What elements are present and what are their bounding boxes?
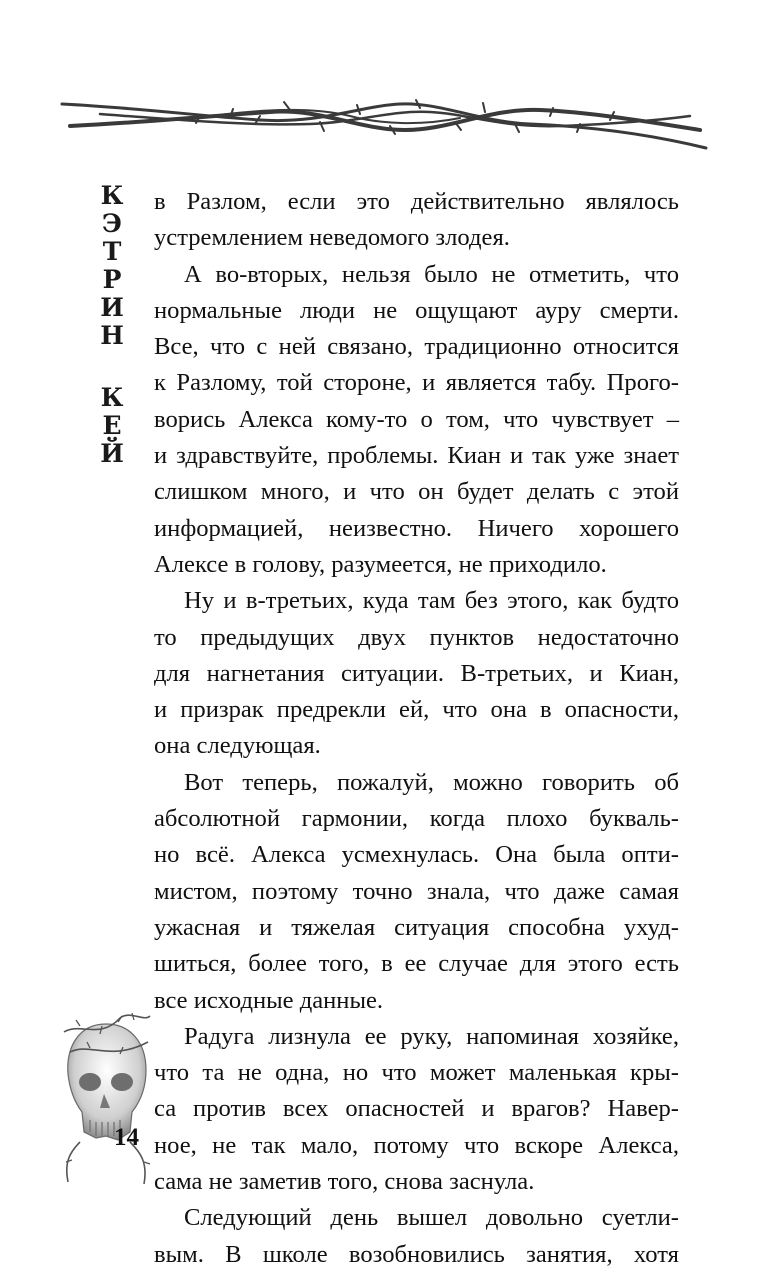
text-line: ужасная и тяжелая ситуация способна ухуд-: [154, 913, 679, 941]
author-letter: Э: [102, 209, 122, 238]
author-letter: Р: [102, 265, 122, 294]
text-line: к Разлому, той стороне, и является табу. Прого-: [154, 369, 679, 397]
skull-icon: [60, 1012, 152, 1190]
text-line: что та не одна, но что может маленькая кры-: [154, 1059, 679, 1087]
author-letter: К: [100, 181, 124, 210]
text-line: ное, не так мало, потому что вскоре Алекса,: [154, 1131, 679, 1159]
text-line: то предыдущих двух пунктов недостаточно: [154, 623, 679, 651]
text-line: и призрак предрекли ей, что она в опасности,: [154, 696, 679, 724]
text-line: Следующий день вышел довольно суетли-: [184, 1204, 679, 1232]
text-line: но всё. Алекса усмехнулась. Она была опти-: [154, 841, 679, 869]
text-line: для нагнетания ситуации. В-третьих, и Киан,: [154, 659, 679, 687]
text-line: устремлением неведомого злодея.: [154, 224, 510, 252]
author-letter: И: [100, 293, 124, 322]
text-line: она следующая.: [154, 732, 321, 760]
page-number: 14: [114, 1124, 139, 1151]
text-line: Ну и в-третьих, куда там без этого, как будто: [184, 587, 679, 615]
text-line: Все, что с ней связано, традиционно относится: [154, 333, 679, 361]
text-line: Радуга лизнула ее руку, напоминая хозяйке,: [184, 1022, 679, 1050]
running-header-author: [92, 182, 132, 468]
paragraph: [154, 257, 679, 584]
text-line: вым. В школе возобновились занятия, хотя: [154, 1240, 679, 1268]
text-line: ворись Алекса кому-то о том, что чувствует –: [154, 405, 679, 433]
author-letter: К: [100, 383, 124, 412]
paragraph: [154, 1019, 679, 1200]
author-letter: Н: [100, 321, 124, 350]
text-line: и здравствуйте, проблемы. Киан и так уже знает: [154, 442, 679, 470]
text-line: все исходные данные.: [154, 986, 384, 1014]
text-line: абсолютной гармонии, когда плохо букваль-: [154, 805, 679, 833]
paragraph: [154, 184, 679, 257]
text-line: шиться, более того, в ее случае для этого есть: [154, 950, 679, 978]
text-line: Вот теперь, пожалуй, можно говорить об: [184, 768, 679, 796]
text-line: мистом, поэтому точно знала, что даже самая: [154, 877, 679, 905]
text-line: слишком много, и что он будет делать с этой: [154, 478, 679, 506]
author-first-name: [92, 182, 132, 350]
text-line: са против всех опасностей и врагов? Навер-: [154, 1095, 679, 1123]
text-line: Алексе в голову, разумеется, не приходило.: [154, 550, 607, 578]
text-line: информацией, неизвестно. Ничего хорошего: [154, 514, 679, 542]
text-line: в Разлом, если это действительно являлось: [154, 188, 679, 215]
text-line: сама не заметив того, снова заснула.: [154, 1168, 535, 1196]
author-last-name: [92, 384, 132, 468]
paragraph: [154, 1200, 679, 1273]
page-body-text: [154, 184, 679, 1273]
text-line: А во-вторых, нельзя было не отметить, что: [184, 260, 679, 288]
paragraph: [154, 583, 679, 764]
author-letter: Й: [100, 439, 124, 468]
text-line: нормальные люди не ощущают ауру смерти.: [154, 296, 679, 324]
thorny-vine-icon: [60, 86, 708, 156]
author-letter: Т: [102, 237, 122, 266]
author-letter: Е: [102, 411, 122, 440]
paragraph: [154, 765, 679, 1019]
